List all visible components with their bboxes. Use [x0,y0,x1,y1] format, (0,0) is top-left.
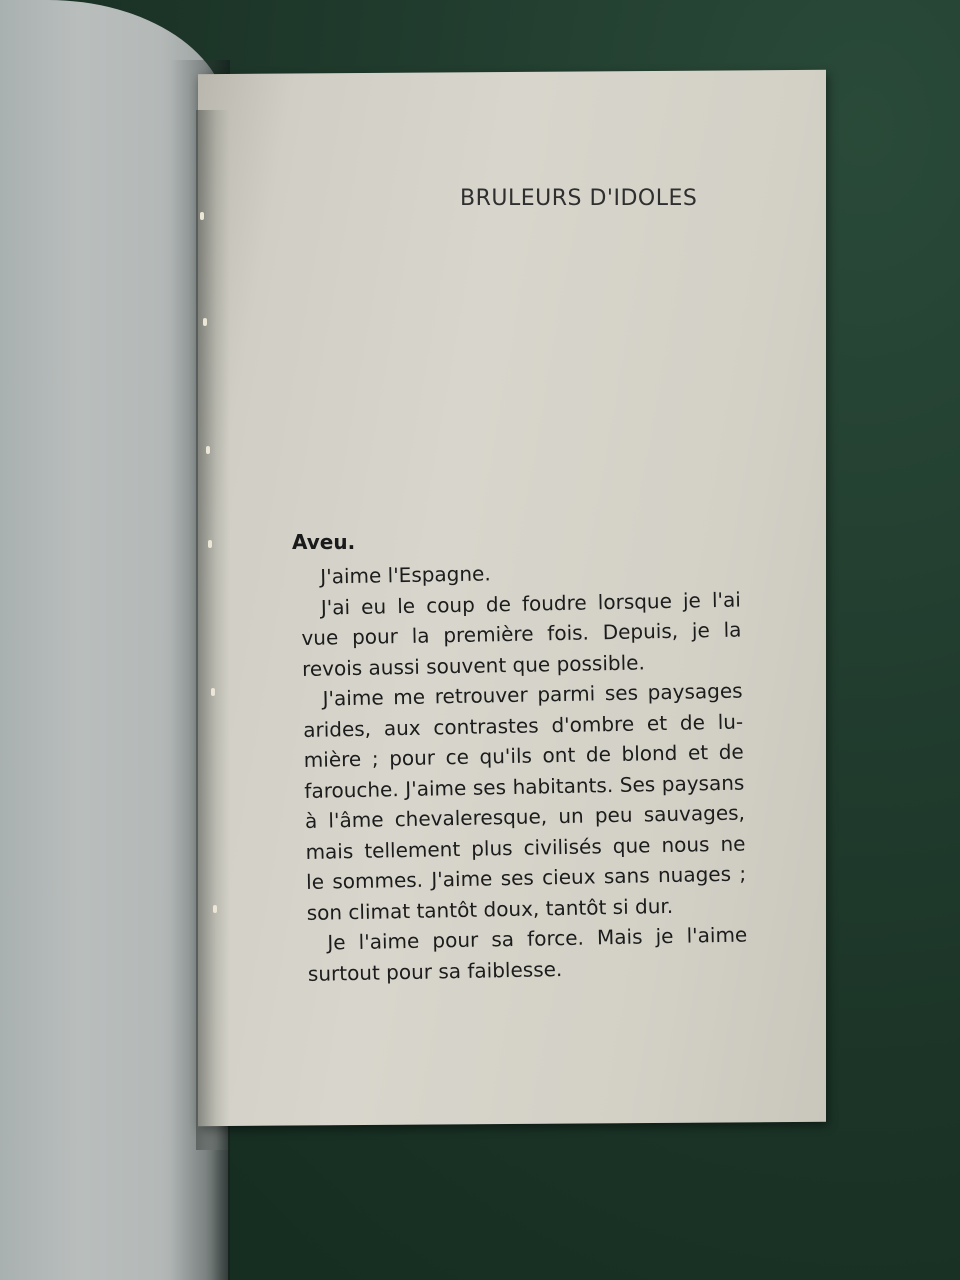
text-line: vue pour la première fois. Depuis, je la [301,617,742,650]
running-header: BRULEURS D'IDOLES [460,186,698,211]
binding-thread [203,318,207,326]
text-line: arides, aux contrastes d'ombre et de lu- [302,709,744,742]
binding-thread [200,212,204,220]
body-text [300,554,748,989]
binding-thread [206,446,210,454]
binding-thread [211,688,215,696]
text-line: son climat tantôt doux, tantôt si dur. [306,893,674,925]
text-line: à l'âme chevaleresque, un peu sauvages, [304,800,746,833]
text-line: farouche. J'aime ses habitants. Ses paysans [304,770,745,803]
text-line: J'aime l'Espagne. [320,561,491,589]
text-line: surtout pour sa faiblesse. [307,956,563,986]
text-line: J'ai eu le coup de foudre lorsque je l'ai [320,587,742,620]
gutter-shadow [196,110,230,1150]
binding-thread [213,905,217,913]
text-line: Je l'aime pour sa force. Mais je l'aime [327,922,748,955]
text-line: le sommes. J'aime ses cieux sans nuages ; [305,861,747,894]
text-line: mière ; pour ce qu'ils ont de blond et de [303,739,744,772]
section-title: Aveu. [292,530,356,554]
text-line: J'aime me retrouver parmi ses paysages [322,678,743,711]
binding-thread [208,540,212,548]
text-line: mais tellement plus civilisés que nous ne [305,831,746,864]
text-line: revois aussi souvent que possible. [301,649,646,681]
